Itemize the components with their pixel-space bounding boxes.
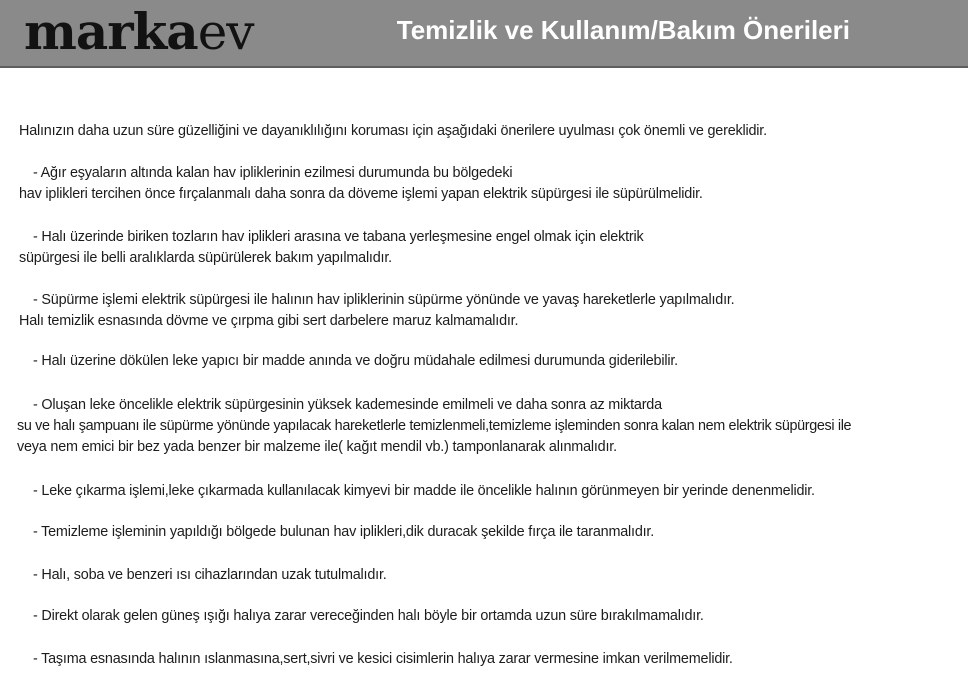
item-1-line-2: hav iplikleri tercihen önce fırçalanmalı daha sonra da döveme işlemi yapan elektrik süpürgesi ile süpürülmelidir. <box>19 186 703 202</box>
item-5-line-1: - Oluşan leke öncelikle elektrik süpürgesinin yüksek kademesinde emilmeli ve daha sonra az miktarda <box>33 397 662 413</box>
item-5-line-3: veya nem emici bir bez yada benzer bir malzeme ile( kağıt mendil vb.) tamponlanarak alınmalıdır. <box>17 439 617 455</box>
logo-text-bold: marka <box>24 2 198 61</box>
item-2-line-2: süpürgesi ile belli aralıklarda süpürülerek bakım yapılmalıdır. <box>19 250 392 266</box>
item-7-line-1: - Temizleme işleminin yapıldığı bölgede bulunan hav iplikleri,dik duracak şekilde fırça ile taranmalıdır. <box>33 524 655 540</box>
item-3-line-2: Halı temizlik esnasında dövme ve çırpma gibi sert darbelere maruz kalmamalıdır. <box>19 313 519 329</box>
intro-paragraph: Halınızın daha uzun süre güzelliğini ve dayanıklılığını koruması için aşağıdaki önerilere uyulması çok önemli ve gereklidir. <box>19 123 767 139</box>
page-title: Temizlik ve Kullanım/Bakım Önerileri <box>396 15 850 45</box>
item-6-line-1: - Leke çıkarma işlemi,leke çıkarmada kullanılacak kimyevi bir madde ile öncelikle halının görünmeyen bir yerinde denenmelidir. <box>33 483 815 499</box>
item-3-line-1: - Süpürme işlemi elektrik süpürgesi ile halının hav ipliklerinin süpürme yönünde ve yavaş hareketlerle yapılmalıdır. <box>33 292 735 308</box>
item-10-line-1: - Taşıma esnasında halının ıslanmasına,sert,sivri ve kesici cisimlerin halıya zarar vermesine imkan verilmemelidir. <box>33 651 733 667</box>
logo-text-light: ev <box>197 3 254 61</box>
item-1-line-1: - Ağır eşyaların altında kalan hav ipliklerinin ezilmesi durumunda bu bölgedeki <box>33 165 513 181</box>
item-5-line-2: su ve halı şampuanı ile süpürme yönünde yapılacak hareketlerle temizlenmeli,temizleme işleminden sonra kalan nem elektrik süpürgesi ile <box>17 418 852 434</box>
item-4-line-1: - Halı üzerine dökülen leke yapıcı bir madde anında ve doğru müdahale edilmesi durumunda giderilebilir. <box>33 353 678 369</box>
item-8-line-1: - Halı, soba ve benzeri ısı cihazlarından uzak tutulmalıdır. <box>33 567 387 583</box>
item-9-line-1: - Direkt olarak gelen güneş ışığı halıya zarar vereceğinden halı böyle bir ortamda uzun süre bırakılmamalıdır. <box>33 608 704 624</box>
item-2-line-1: - Halı üzerinde biriken tozların hav iplikleri arasına ve tabana yerleşmesine engel olmak için elektrik <box>33 229 644 245</box>
